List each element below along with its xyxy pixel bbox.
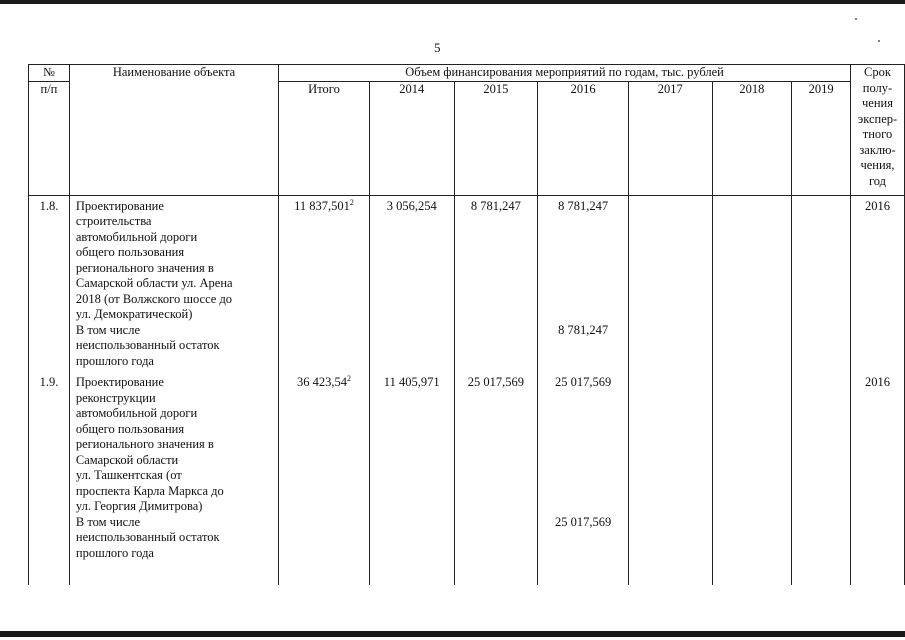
header-year-2016: 2016	[538, 81, 629, 195]
header-srok	[851, 65, 905, 196]
empty-cell	[851, 515, 905, 585]
empty-cell	[712, 515, 792, 585]
table-row	[29, 369, 905, 515]
subrow-label-line: В том числе	[75, 322, 140, 337]
srok-line: заклю-	[859, 142, 896, 157]
table-subrow	[29, 323, 905, 370]
object-name	[69, 195, 278, 323]
object-name-line: автомобильной дороги	[75, 406, 198, 420]
object-name-line: Самарской области ул. Арена	[75, 276, 233, 290]
object-name-line: Самарской области	[75, 452, 179, 467]
table-row	[29, 195, 905, 323]
footnote-mark: 2	[346, 373, 351, 383]
object-name-line: Проектирование	[75, 198, 164, 213]
value-2018	[712, 195, 792, 323]
subrow-label	[69, 323, 278, 370]
value-2017	[628, 369, 712, 515]
header-year-2015: 2015	[454, 81, 538, 195]
object-name-line: общего пользования	[75, 421, 185, 436]
value-2019	[792, 369, 851, 515]
value-total-number: 11 837,501	[294, 198, 350, 213]
empty-cell	[369, 515, 454, 585]
header-year-total: Итого	[279, 81, 370, 195]
empty-cell	[628, 323, 712, 370]
subrow-label-line: прошлого года	[75, 353, 154, 368]
page-number: 5	[434, 40, 441, 55]
header-object-name: Наименование объекта	[69, 65, 278, 196]
object-name-line: строительства	[75, 214, 152, 228]
header-year-2019: 2019	[792, 81, 851, 195]
object-name-line: реконструкции	[75, 390, 156, 405]
empty-cell	[712, 323, 792, 370]
empty-cell	[454, 323, 538, 370]
srok-line: экспер-	[857, 111, 898, 126]
subrow-label	[69, 515, 278, 585]
object-name-line: ул. Георгия Димитрова)	[75, 499, 203, 513]
object-name-line: проспекта Карла Маркса до	[75, 483, 224, 498]
value-2017	[628, 195, 712, 323]
value-total	[279, 369, 370, 515]
empty-cell	[851, 323, 905, 370]
header-year-2018: 2018	[712, 81, 792, 195]
srok-line: чения,	[860, 158, 895, 172]
value-srok: 2016	[851, 369, 905, 515]
value-2014: 11 405,971	[369, 369, 454, 515]
empty-cell	[279, 323, 370, 370]
subrow-label-line: прошлого года	[75, 545, 154, 560]
header-funding: Объем финансирования мероприятий по годам, тыс. рублей	[279, 65, 851, 82]
value-srok: 2016	[851, 195, 905, 323]
empty-cell	[279, 515, 370, 585]
empty-cell	[369, 323, 454, 370]
value-total	[279, 195, 370, 323]
financing-table	[28, 64, 905, 585]
footnote-mark: 2	[349, 197, 354, 207]
header-no: №	[29, 65, 70, 82]
empty-cell	[628, 515, 712, 585]
empty-cell	[792, 323, 851, 370]
object-name-line: ул. Ташкентская (от	[75, 468, 182, 482]
value-2015: 25 017,569	[454, 369, 538, 515]
srok-line: чения	[862, 96, 893, 110]
value-2019	[792, 195, 851, 323]
object-name-line: автомобильной дороги	[75, 229, 198, 244]
object-name-line: ул. Демократической)	[75, 307, 193, 321]
empty-cell	[29, 515, 70, 585]
subrow-label-line: неиспользованный остаток	[75, 530, 220, 544]
srok-line: тного	[862, 127, 893, 141]
scan-speck	[855, 18, 857, 20]
object-name	[69, 369, 278, 515]
scan-speck	[878, 40, 880, 42]
object-name-line: Проектирование	[75, 375, 164, 389]
object-name-line: регионального значения в	[75, 260, 214, 275]
subrow-value-2016: 8 781,247	[538, 323, 629, 370]
row-number: 1.8.	[29, 195, 70, 323]
subrow-label-line: В том числе	[75, 514, 140, 529]
object-name-line: регионального значения в	[75, 437, 214, 451]
header-no-sub: п/п	[29, 81, 70, 195]
bottom-scan-border	[0, 631, 905, 637]
srok-line: год	[868, 173, 887, 188]
value-2016: 8 781,247	[538, 195, 629, 323]
value-2018	[712, 369, 792, 515]
object-name-line: 2018 (от Волжского шоссе до	[75, 291, 233, 306]
srok-line: Срок	[864, 65, 891, 79]
empty-cell	[454, 515, 538, 585]
value-total-number: 36 423,54	[296, 375, 347, 389]
header-year-2017: 2017	[628, 81, 712, 195]
row-number: 1.9.	[29, 369, 70, 515]
empty-cell	[792, 515, 851, 585]
subrow-value-2016: 25 017,569	[538, 515, 629, 585]
object-name-line: общего пользования	[75, 245, 185, 259]
value-2016: 25 017,569	[538, 369, 629, 515]
srok-line: полу-	[862, 80, 893, 95]
value-2015: 8 781,247	[454, 195, 538, 323]
top-scan-border	[0, 0, 905, 4]
empty-cell	[29, 323, 70, 370]
subrow-label-line: неиспользованный остаток	[75, 338, 220, 352]
table-subrow	[29, 515, 905, 585]
header-year-2014: 2014	[369, 81, 454, 195]
value-2014: 3 056,254	[369, 195, 454, 323]
